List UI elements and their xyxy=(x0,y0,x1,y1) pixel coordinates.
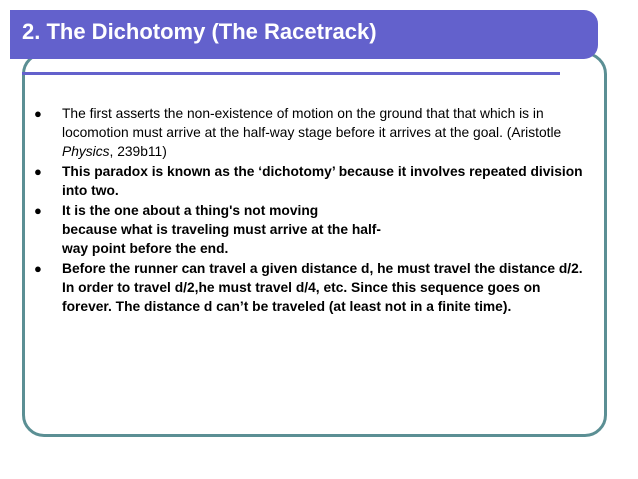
bullet-text-1-emphasis: Physics xyxy=(62,144,110,159)
bullet-text-3-line-1: It is the one about a thing's not moving xyxy=(62,203,319,218)
title-underline xyxy=(22,72,560,75)
bullet-text-1 xyxy=(62,104,584,161)
bullet-item-1 xyxy=(34,104,584,161)
bullet-text-2: This paradox is known as the ‘dichotomy’ because it involves repeated division into two. xyxy=(62,164,583,198)
bullet-item-4 xyxy=(34,259,584,316)
bullet-text-3-line-2: because what is traveling must arrive at the half- xyxy=(62,222,381,237)
slide-title: 2. The Dichotomy (The Racetrack) xyxy=(22,19,377,44)
bullet-text-1-pre: The first asserts the non-existence of motion on the ground that that which is in locomotion must arrive at the half-way stage before it arrives at the goal. (Aristotle xyxy=(62,106,562,140)
bullet-item-3 xyxy=(34,201,584,258)
bullet-text-4: Before the runner can travel a given distance d, he must travel the distance d/2. In order to travel d/2,he must travel d/4, etc. Since this sequence goes on forever. The distance d can’t be traveled (at least not in a finite time). xyxy=(62,261,583,314)
bullet-icon: ● xyxy=(34,261,42,276)
bullet-text-3 xyxy=(62,201,584,258)
bullet-text-3-line-3: way point before the end. xyxy=(62,241,229,256)
bullet-icon: ● xyxy=(34,106,42,121)
bullet-text-1-post: , 239b11) xyxy=(109,144,167,159)
bullet-icon: ● xyxy=(34,203,42,218)
bullet-icon: ● xyxy=(34,164,42,179)
bullet-item-2 xyxy=(34,162,584,200)
bullet-list xyxy=(34,104,584,317)
